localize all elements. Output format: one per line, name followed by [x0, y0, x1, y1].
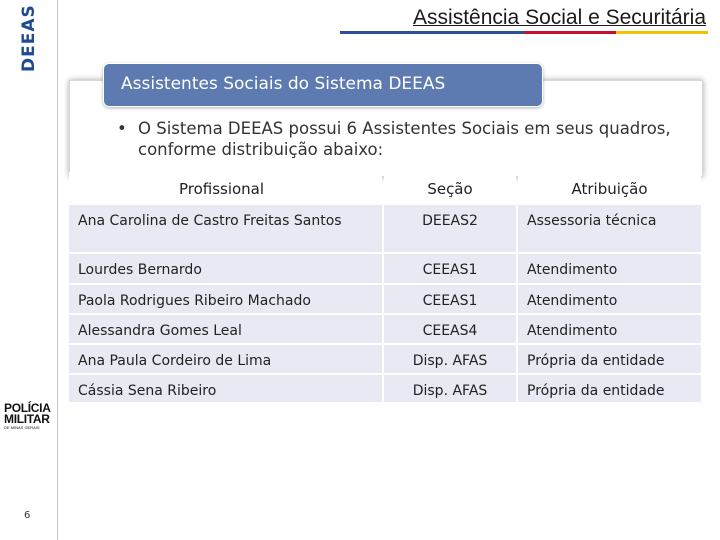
panel-heading: Assistentes Sociais do Sistema DEEAS	[121, 74, 446, 94]
cell-profissional: Cássia Sena Ribeiro	[69, 375, 382, 402]
logo-line-3: DE MINAS GERAIS	[4, 425, 40, 430]
table-row	[69, 254, 701, 283]
bullet-text: O Sistema DEEAS possui 6 Assistentes Sociais em seus quadros, conforme distribuição abaixo:	[138, 119, 671, 159]
cell-profissional: Lourdes Bernardo	[69, 254, 382, 283]
side-divider	[57, 0, 58, 540]
police-logo	[4, 403, 58, 430]
panel-header	[103, 63, 543, 107]
table-row	[69, 345, 701, 373]
cell-atribuicao: Atendimento	[518, 254, 701, 283]
column-header-atribuicao: Atribuição	[518, 172, 701, 205]
cell-profissional: Ana Carolina de Castro Freitas Santos	[69, 205, 382, 252]
cell-profissional: Ana Paula Cordeiro de Lima	[69, 345, 382, 373]
bullet-icon: •	[117, 119, 127, 138]
cell-secao: CEEAS1	[384, 254, 516, 283]
cell-secao: CEEAS4	[384, 315, 516, 343]
logo-line-1: POLÍCIA	[4, 401, 51, 415]
table-header-row	[69, 172, 701, 205]
page-number: 6	[24, 510, 31, 521]
cell-atribuicao: Atendimento	[518, 285, 701, 313]
cell-secao: Disp. AFAS	[384, 375, 516, 402]
slide-title: Assistência Social e Securitária	[413, 6, 706, 29]
table-row	[69, 205, 701, 252]
cell-secao: Disp. AFAS	[384, 345, 516, 373]
cell-secao: DEEAS2	[384, 205, 516, 252]
logo-line-2: MILITAR	[4, 412, 50, 426]
column-header-profissional: Profissional	[69, 172, 382, 205]
table-row	[69, 375, 701, 402]
title-rule	[340, 31, 708, 34]
side-band	[0, 0, 58, 540]
cell-profissional: Paola Rodrigues Ribeiro Machado	[69, 285, 382, 313]
cell-atribuicao: Assessoria técnica	[518, 205, 701, 252]
cell-secao: CEEAS1	[384, 285, 516, 313]
cell-atribuicao: Atendimento	[518, 315, 701, 343]
table-row	[69, 285, 701, 313]
column-header-secao: Seção	[384, 172, 516, 205]
brand-vertical-label: DEEAS	[19, 4, 39, 72]
cell-atribuicao: Própria da entidade	[518, 375, 701, 402]
table-row	[69, 315, 701, 343]
cell-profissional: Alessandra Gomes Leal	[69, 315, 382, 343]
cell-atribuicao: Própria da entidade	[518, 345, 701, 373]
